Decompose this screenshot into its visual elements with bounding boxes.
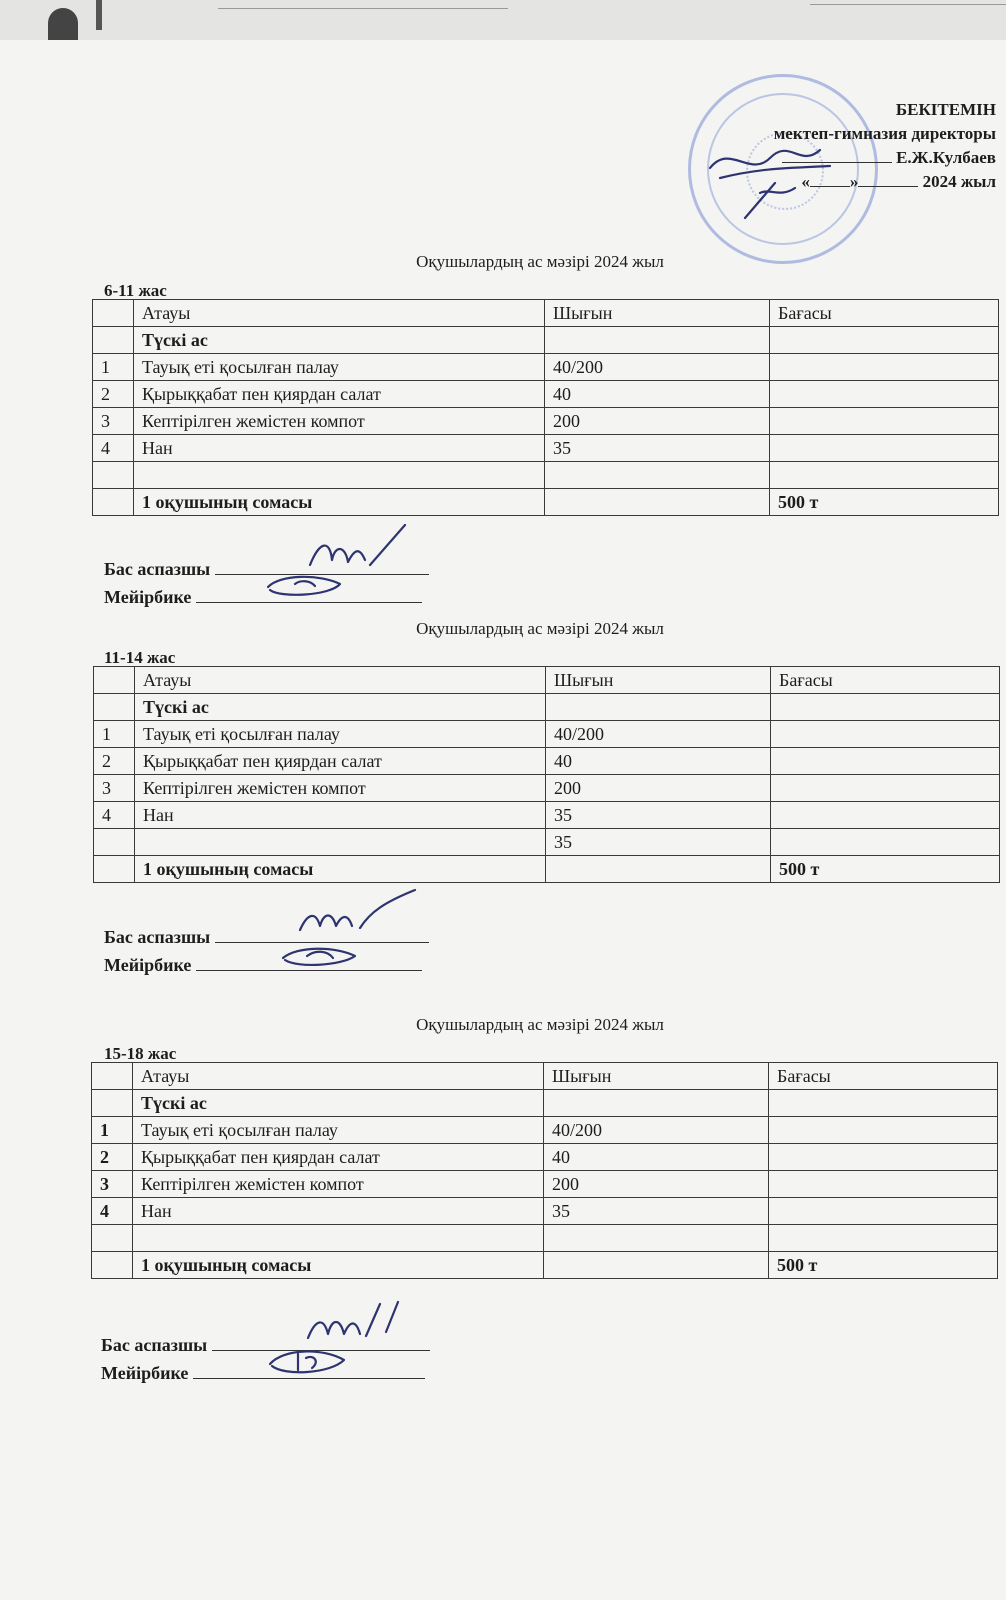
column-amount-header: Шығын (544, 1063, 769, 1090)
approval-position: мектеп-гимназия директоры (773, 124, 996, 143)
column-price-header: Бағасы (769, 1063, 998, 1090)
column-price-header: Бағасы (770, 300, 999, 327)
table-row: 1 Тауық еті қосылған палау 40/200 (93, 354, 999, 381)
menu-table-1 (92, 299, 999, 516)
table-header-row (94, 667, 1000, 694)
chef-label: Бас аспазшы (101, 1335, 208, 1355)
chef-signature (290, 882, 420, 942)
chef-label: Бас аспазшы (104, 559, 211, 579)
table-row (93, 462, 999, 489)
nurse-signature-row (104, 952, 422, 976)
nurse-label: Мейірбике (104, 587, 192, 607)
chef-signature (300, 1296, 410, 1346)
table-row: 2 Қырыққабат пен қиярдан салат 40 (92, 1144, 998, 1171)
table-row: 4 Нан 35 (93, 435, 999, 462)
total-row (93, 489, 999, 516)
background-object (96, 0, 102, 30)
column-amount-header: Шығын (546, 667, 771, 694)
background-strip (0, 0, 1006, 44)
menu-table-3 (91, 1062, 998, 1279)
section-1-age: 6-11 жас (104, 281, 167, 300)
date-quote-open: « (801, 172, 810, 191)
background-line (810, 4, 1006, 5)
table-row: 1 Тауық еті қосылған палау 40/200 (92, 1117, 998, 1144)
total-row (94, 856, 1000, 883)
date-month-line (858, 170, 918, 187)
total-row (92, 1252, 998, 1279)
column-name-header: Атауы (135, 667, 546, 694)
section-3-age: 15-18 жас (104, 1044, 177, 1063)
table-row: 3 Кептірілген жемістен компот 200 (94, 775, 1000, 802)
nurse-signature (260, 572, 350, 602)
table-row: 4 Нан 35 (94, 802, 1000, 829)
background-line (218, 8, 508, 9)
nurse-signature (275, 942, 365, 972)
column-name-header: Атауы (133, 1063, 544, 1090)
total-price: 500 т (771, 856, 1000, 883)
chef-label: Бас аспазшы (104, 927, 211, 947)
column-price-header: Бағасы (771, 667, 1000, 694)
table-row: 1 Тауық еті қосылған палау 40/200 (94, 721, 1000, 748)
table-row: 2 Қырыққабат пен қиярдан салат 40 (94, 748, 1000, 775)
section-2-title: Оқушылардың ас мәзірі 2024 жыл (416, 619, 664, 638)
meal-label: Түскі ас (134, 327, 545, 354)
director-signature (700, 138, 840, 228)
date-quote-close: » (849, 172, 859, 191)
meal-row (93, 327, 999, 354)
table-row: 35 (94, 829, 1000, 856)
table-row: 3 Кептірілген жемістен компот 200 (93, 408, 999, 435)
table-header-row (93, 300, 999, 327)
section-3-title: Оқушылардың ас мәзірі 2024 жыл (416, 1015, 664, 1034)
table-row: 3 Кептірілген жемістен компот 200 (92, 1171, 998, 1198)
total-label: 1 оқушының сомасы (133, 1252, 544, 1279)
meal-label: Түскі ас (135, 694, 546, 721)
total-price: 500 т (769, 1252, 998, 1279)
total-label: 1 оқушының сомасы (134, 489, 545, 516)
meal-row (94, 694, 1000, 721)
table-row (92, 1225, 998, 1252)
director-name: Е.Ж.Кулбаев (896, 148, 996, 167)
section-1-title: Оқушылардың ас мәзірі 2024 жыл (416, 252, 664, 271)
nurse-label: Мейірбике (101, 1363, 189, 1383)
column-amount-header: Шығын (545, 300, 770, 327)
table-header-row (92, 1063, 998, 1090)
column-name-header: Атауы (134, 300, 545, 327)
section-2-age: 11-14 жас (104, 648, 176, 667)
chef-signature (300, 520, 420, 580)
meal-label: Түскі ас (133, 1090, 544, 1117)
nurse-signature (262, 1344, 352, 1380)
total-price: 500 т (770, 489, 999, 516)
approval-title: БЕКІТЕМІН (895, 100, 996, 119)
table-row: 4 Нан 35 (92, 1198, 998, 1225)
total-label: 1 оқушының сомасы (135, 856, 546, 883)
approval-year: 2024 жыл (922, 172, 996, 191)
menu-table-2 (93, 666, 1000, 883)
meal-row (92, 1090, 998, 1117)
nurse-label: Мейірбике (104, 955, 192, 975)
table-row: 2 Қырыққабат пен қиярдан салат 40 (93, 381, 999, 408)
